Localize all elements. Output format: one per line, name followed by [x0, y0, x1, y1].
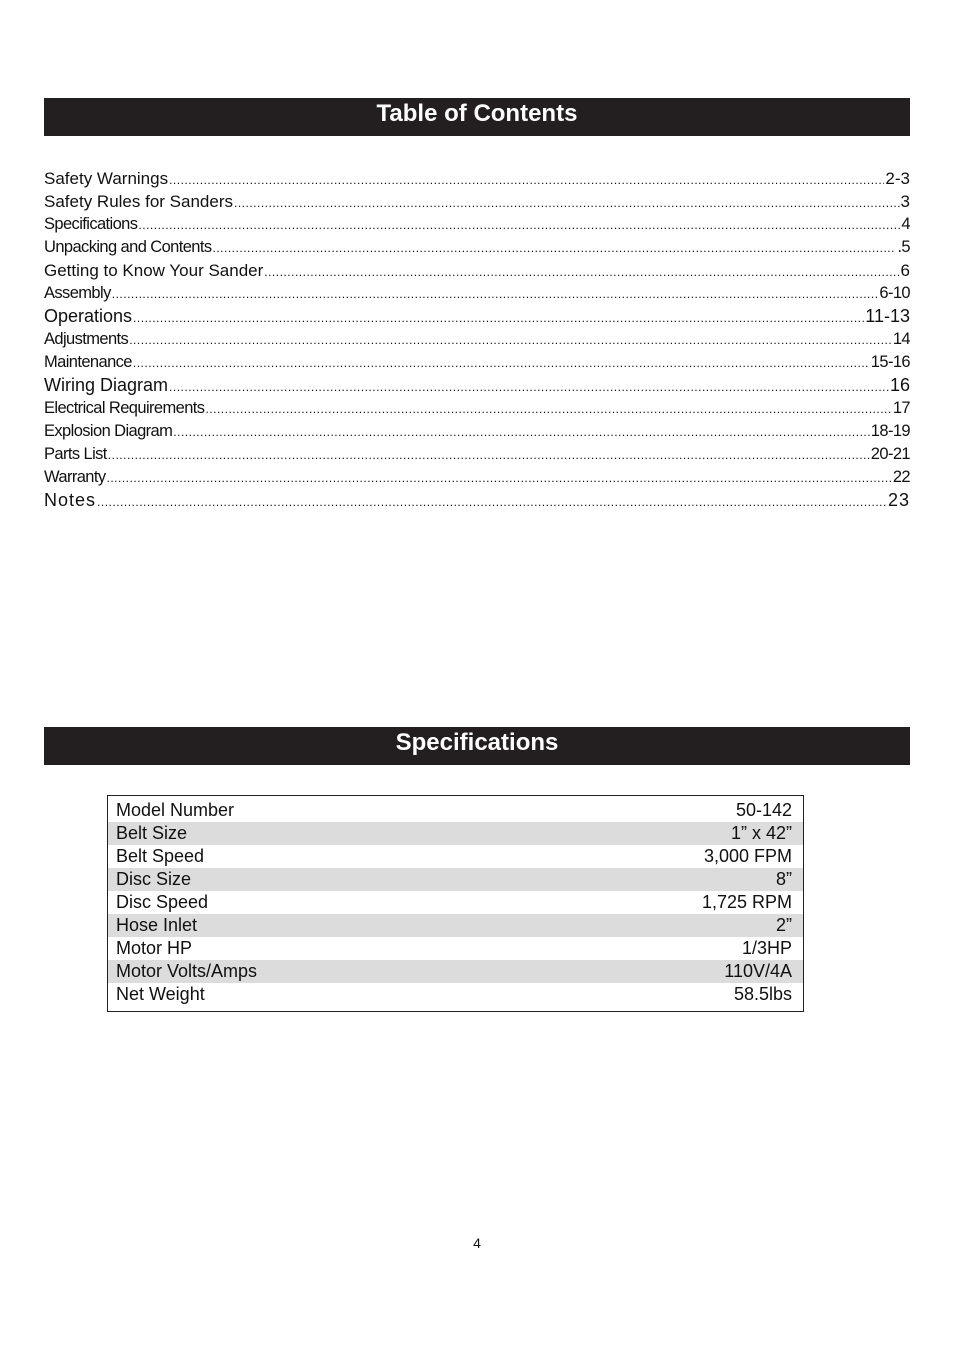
spec-label: Belt Speed [116, 846, 205, 866]
toc-leader-dots [108, 444, 870, 466]
toc-entry-title: Parts List [44, 445, 107, 463]
toc-heading: Table of Contents [44, 98, 910, 136]
toc-entry-operations[interactable] [44, 305, 910, 328]
toc-leader-dots [133, 352, 870, 374]
spec-row-disc-speed [108, 891, 803, 914]
toc-entry-title: Unpacking and Contents [44, 238, 212, 256]
toc-entry-maintenance[interactable] [44, 351, 910, 374]
toc-entry-getting-to-know[interactable] [44, 259, 910, 282]
toc-leader-dots [234, 192, 900, 213]
spec-value: 50-142 [735, 800, 792, 820]
toc-entry-unpacking[interactable] [44, 236, 910, 259]
spec-label: Disc Size [116, 869, 192, 889]
spec-value: 3,000 FPM [703, 846, 792, 866]
toc-entry-electrical-requirements[interactable] [44, 397, 910, 420]
toc-leader-dots [97, 491, 887, 512]
spec-row-belt-size [108, 822, 803, 845]
toc-leader-dots [213, 237, 897, 259]
toc-entry-title: Assembly [44, 284, 111, 302]
toc-entry-title: Safety Warnings [44, 169, 169, 188]
toc-entry-page: 23 [887, 490, 910, 510]
toc-leader-dots [264, 261, 899, 282]
toc-leader-dots [129, 329, 892, 351]
toc-entry-title: Specifications [44, 215, 138, 233]
toc-entry-page: 11-13 [865, 306, 910, 326]
toc-entry-page: 2-3 [885, 169, 910, 188]
toc-entry-title: Electrical Requirements [44, 399, 205, 417]
toc-entry-assembly[interactable] [44, 282, 910, 305]
toc-entry-title: Wiring Diagram [44, 375, 169, 395]
toc-entry-page: 20-21 [870, 445, 910, 463]
spec-value: 1,725 RPM [701, 892, 792, 912]
specifications-heading: Specifications [44, 727, 910, 765]
spec-row-net-weight [108, 983, 803, 1006]
spec-value: 110V/4A [724, 961, 792, 981]
toc-entry-page: 14 [892, 330, 910, 348]
spec-label: Net Weight [116, 984, 205, 1004]
toc-entry-specifications[interactable] [44, 213, 910, 236]
toc-entry-explosion-diagram[interactable] [44, 420, 910, 443]
spec-label: Model Number [116, 800, 235, 820]
toc-entry-page: 6 [900, 261, 910, 280]
toc-entry-page: 17 [892, 399, 910, 417]
toc-leader-dots [138, 214, 900, 236]
toc-leader-dots [173, 421, 870, 443]
toc-entry-page: .5 [897, 238, 910, 256]
spec-label: Belt Size [116, 823, 188, 843]
toc-entry-page: 3 [900, 192, 910, 211]
specifications-table [107, 795, 804, 1012]
toc-entry-page: 15-16 [870, 353, 910, 371]
toc-leader-dots [107, 467, 892, 489]
toc-entry-page: 22 [892, 468, 910, 486]
toc-entry-title: Warranty [44, 468, 106, 486]
toc-entry-page: 16 [889, 375, 910, 395]
spec-label: Hose Inlet [116, 915, 198, 935]
spec-row-hose-inlet [108, 914, 803, 937]
toc-entry-notes[interactable] [44, 489, 910, 512]
spec-row-motor-volts-amps [108, 960, 803, 983]
spec-value: 1/3HP [741, 938, 792, 958]
spec-row-disc-size [108, 868, 803, 891]
toc-entry-title: Maintenance [44, 353, 132, 371]
toc-entry-safety-warnings[interactable] [44, 167, 910, 190]
spec-row-motor-hp [108, 937, 803, 960]
spec-value: 1” x 42” [730, 823, 792, 843]
spec-value: 8” [775, 869, 792, 889]
toc-entry-safety-rules[interactable] [44, 190, 910, 213]
spec-label: Motor HP [116, 938, 193, 958]
spec-label: Disc Speed [116, 892, 209, 912]
page-number: 4 [473, 1235, 481, 1251]
spec-label: Motor Volts/Amps [116, 961, 258, 981]
toc-entry-parts-list[interactable] [44, 443, 910, 466]
toc-leader-dots [133, 307, 864, 328]
toc-entry-title: Explosion Diagram [44, 422, 173, 440]
toc-leader-dots [112, 283, 879, 305]
spec-row-belt-speed [108, 845, 803, 868]
toc-entry-title: Safety Rules for Sanders [44, 192, 233, 211]
toc-leader-dots [205, 398, 891, 420]
toc-entry-page: 6-10 [879, 284, 910, 302]
toc-entry-title: Operations [44, 306, 133, 326]
toc-entry-warranty[interactable] [44, 466, 910, 489]
toc-entry-wiring-diagram[interactable] [44, 374, 910, 397]
toc-entry-page: 18-19 [870, 422, 910, 440]
toc-entry-title: Adjustments [44, 330, 129, 348]
toc-entry-title: Getting to Know Your Sander [44, 261, 264, 280]
toc-leader-dots [169, 376, 889, 397]
toc-leader-dots [169, 169, 884, 190]
toc-entry-adjustments[interactable] [44, 328, 910, 351]
spec-row-model-number [108, 799, 803, 822]
spec-value: 2” [775, 915, 792, 935]
toc-entry-title: Notes [44, 490, 97, 510]
toc-entry-page: 4 [901, 215, 910, 233]
spec-value: 58.5lbs [733, 984, 792, 1004]
table-of-contents [44, 167, 910, 512]
